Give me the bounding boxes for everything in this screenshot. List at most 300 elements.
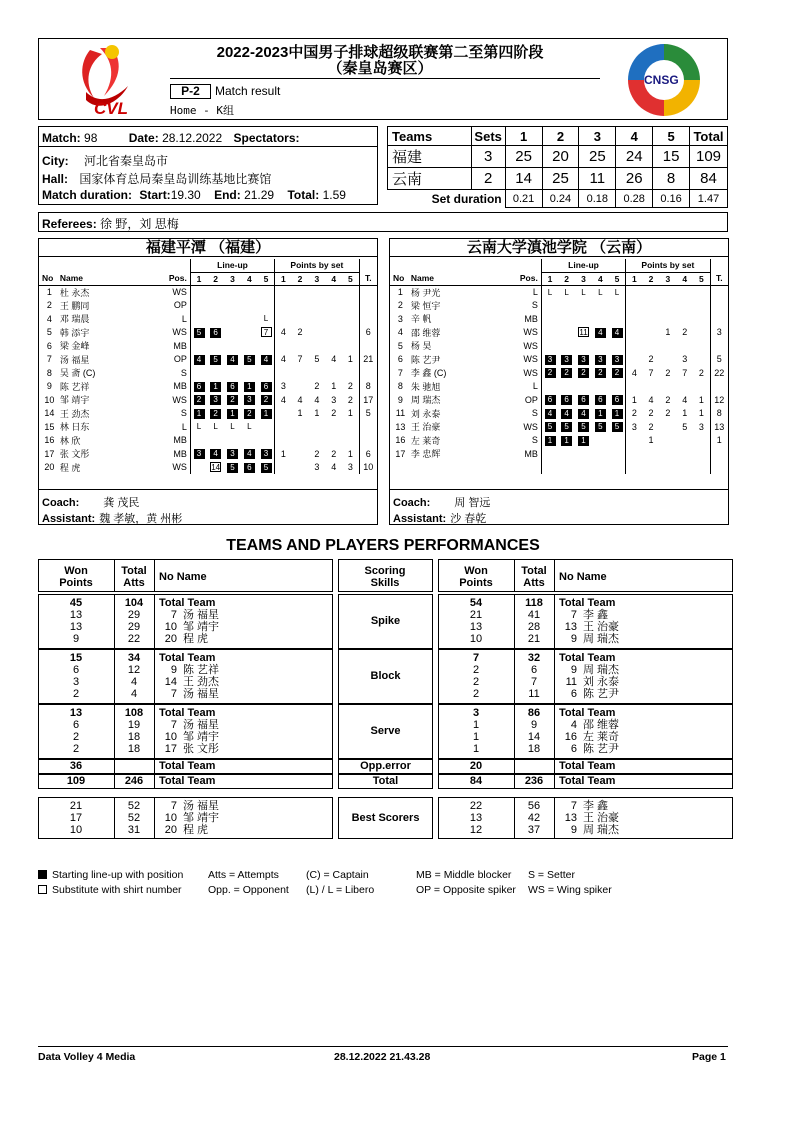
legend-atts: Atts = Attempts	[208, 869, 279, 881]
won-points: 3	[72, 676, 80, 688]
player-number: 3	[397, 313, 403, 324]
set-points	[693, 299, 710, 313]
player-position: S	[470, 434, 541, 448]
won-points: 22	[469, 800, 483, 812]
substitute-number: 11	[579, 328, 588, 338]
header-lineup-set: 2	[558, 272, 575, 285]
lineup-cell	[207, 353, 224, 367]
lineup-cell	[190, 353, 207, 367]
set-points	[308, 434, 325, 448]
lineup-cell	[258, 380, 275, 394]
player-row	[39, 312, 377, 326]
total-label: Total:	[287, 188, 320, 202]
player-row	[390, 299, 728, 313]
starting-position: 5	[612, 422, 623, 432]
set-points	[626, 380, 643, 394]
lineup-cell	[224, 434, 241, 448]
player-total: 5	[710, 353, 728, 367]
player-row	[390, 366, 728, 380]
header-total-atts: Total Atts	[521, 565, 547, 589]
score-sets: 2	[471, 168, 505, 190]
starting-position: 4	[612, 328, 623, 338]
total-team: Total Team	[559, 775, 616, 787]
player-number: 9	[570, 664, 577, 676]
score-set-points: 25	[505, 146, 542, 168]
player-number: 7	[170, 609, 177, 621]
lineup-cell	[207, 420, 224, 434]
report-name: Match result	[215, 84, 281, 98]
starting-position: 6	[210, 328, 221, 338]
lineup-cell	[207, 407, 224, 421]
starting-position: 3	[578, 355, 589, 365]
total-atts: 29	[127, 621, 141, 633]
won-points: 13	[69, 707, 83, 719]
player-name: 王 治豪	[583, 621, 620, 633]
set-points	[643, 447, 660, 461]
player-position: MB	[119, 380, 190, 394]
team-name: 福建平潭 （福建）	[39, 239, 377, 257]
player-name: 汤 福星	[183, 609, 220, 621]
total-atts: 37	[527, 824, 541, 836]
points-by-set-header: Points by set	[626, 259, 710, 272]
player-position: WS	[119, 285, 190, 299]
lineup-cell	[190, 447, 207, 461]
set-points	[342, 420, 359, 434]
player-name: 梁 金峰	[59, 341, 90, 352]
header-points-set: 1	[626, 272, 643, 285]
footer-left: Data Volley 4 Media	[38, 1051, 136, 1063]
player-name: 王 治豪	[410, 422, 441, 433]
lineup-cell	[575, 312, 592, 326]
set-points	[676, 299, 693, 313]
score-sets: 3	[471, 146, 505, 168]
player-row	[39, 420, 377, 434]
set-points	[292, 461, 309, 475]
starting-position: 3	[595, 355, 606, 365]
player-name: 左 莱奇	[410, 435, 441, 446]
starting-position: 5	[545, 422, 556, 432]
lineup-cell	[558, 366, 575, 380]
lineup-cell	[224, 326, 241, 340]
libero-mark: L	[196, 422, 202, 432]
lineup-cell	[241, 447, 258, 461]
set-points	[676, 285, 693, 299]
player-number: 20	[44, 462, 55, 473]
lineup-cell	[592, 407, 609, 421]
player-row	[39, 339, 377, 353]
footer-right: Page 1	[692, 1051, 726, 1063]
lineup-header: Line-up	[190, 259, 274, 272]
header-lineup-set: 4	[592, 272, 609, 285]
empty-cell	[626, 461, 643, 475]
won-points: 54	[469, 597, 483, 609]
starting-position: 1	[578, 436, 589, 446]
set-points: 2	[631, 408, 637, 419]
player-total	[359, 434, 377, 448]
starting-position: 1	[261, 409, 272, 419]
player-number: 10	[164, 731, 177, 743]
lineup-cell	[258, 339, 275, 353]
player-total	[359, 420, 377, 434]
player-number: 20	[164, 633, 177, 645]
player-name: 汤 福星	[183, 719, 220, 731]
set-points	[676, 380, 693, 394]
player-number: 10	[44, 394, 55, 405]
set-points: 1	[347, 408, 353, 419]
title-underline	[170, 78, 600, 79]
cvl-logo-text: CVL	[94, 99, 128, 118]
player-row	[39, 366, 377, 380]
city-label: City:	[42, 154, 69, 168]
player-position: WS	[470, 420, 541, 434]
header-points-set: 5	[693, 272, 710, 285]
lineup-cell	[592, 326, 609, 340]
best-scorers-label: Best Scorers	[351, 812, 420, 824]
total-atts: 104	[124, 597, 144, 609]
set-points	[275, 299, 292, 313]
lineup-cell	[207, 312, 224, 326]
set-points: 1	[314, 408, 320, 419]
set-points	[676, 339, 693, 353]
set-points	[676, 434, 693, 448]
assistant-label: Assistant:	[393, 513, 447, 525]
lineup-cell	[241, 461, 258, 475]
player-number: 9	[570, 633, 577, 645]
set-points: 7	[648, 367, 654, 378]
lineup-cell	[241, 285, 258, 299]
set-points	[693, 434, 710, 448]
player-position: OP	[119, 299, 190, 313]
lineup-cell	[541, 326, 558, 340]
player-total	[359, 285, 377, 299]
player-name: 梁 恒宇	[410, 300, 441, 311]
total-atts: 11	[528, 688, 540, 700]
lineup-cell	[224, 366, 241, 380]
libero-mark: L	[263, 314, 269, 324]
player-position: WS	[470, 366, 541, 380]
score-set-points: 25	[579, 146, 616, 168]
player-row	[390, 312, 728, 326]
player-name: 张 文彤	[59, 449, 90, 460]
starting-position: 4	[210, 449, 221, 459]
set-points	[626, 353, 643, 367]
total-atts: 246	[124, 775, 144, 787]
lineup-cell	[224, 407, 241, 421]
header-lineup-set: 1	[190, 272, 207, 285]
col-divider	[114, 774, 115, 789]
date-label: Date:	[128, 131, 159, 145]
set-points	[308, 326, 325, 340]
player-number: 7	[170, 688, 177, 700]
header-name: Name	[411, 272, 471, 285]
set-duration-label: Set duration	[431, 191, 502, 206]
lineup-cell	[558, 339, 575, 353]
player-name: 汤 福星	[59, 354, 90, 365]
set-points: 2	[698, 367, 704, 378]
starting-position: 2	[578, 368, 589, 378]
set-points	[292, 434, 309, 448]
set-points: 2	[665, 408, 671, 419]
starting-position: 4	[194, 355, 205, 365]
set-points	[275, 434, 292, 448]
footer-center: 28.12.2022 21.43.28	[334, 1051, 431, 1063]
end-time: 21.29	[244, 188, 275, 202]
lineup-cell	[541, 407, 558, 421]
player-name: 陈 艺祥	[59, 381, 90, 392]
libero-mark: L	[547, 287, 553, 297]
player-row	[390, 420, 728, 434]
player-number: 17	[395, 448, 406, 459]
player-number: 13	[564, 812, 577, 824]
set-points: 4	[314, 394, 320, 405]
libero-mark: L	[614, 287, 620, 297]
lineup-cell	[592, 447, 609, 461]
set-points	[659, 434, 676, 448]
header-points-set: 4	[325, 272, 342, 285]
player-name: 周 瑞杰	[583, 664, 620, 676]
score-set-points: 24	[616, 146, 653, 168]
player-row	[39, 434, 377, 448]
total-atts: 42	[527, 812, 541, 824]
set-points	[659, 380, 676, 394]
player-number: 7	[170, 719, 177, 731]
player-name: 邹 靖宇	[183, 731, 220, 743]
lineup-cell	[558, 380, 575, 394]
set-points	[325, 326, 342, 340]
coach-line	[393, 494, 490, 510]
player-number: 9	[170, 664, 177, 676]
lineup-cell	[241, 326, 258, 340]
set-points	[275, 407, 292, 421]
filled-square-icon	[38, 870, 47, 879]
starting-position: 6	[561, 395, 572, 405]
starting-position: 2	[194, 395, 205, 405]
lineup-cell	[541, 353, 558, 367]
score-team-name: 福建	[388, 146, 472, 168]
player-row	[39, 326, 377, 340]
header-pos: Pos.	[470, 272, 541, 285]
set-points: 4	[648, 394, 654, 405]
player-position: MB	[119, 339, 190, 353]
col-divider	[514, 649, 515, 704]
lineup-cell	[609, 326, 626, 340]
player-number: 16	[44, 435, 55, 446]
player-total: 6	[359, 447, 377, 461]
lineup-cell	[609, 447, 626, 461]
lineup-cell	[609, 420, 626, 434]
set-duration: 0.24	[542, 190, 579, 208]
player-name: 杨 昊	[410, 341, 432, 352]
set-duration: 0.28	[616, 190, 653, 208]
lineup-cell	[592, 285, 609, 299]
starting-position: 2	[244, 409, 255, 419]
player-number: 8	[397, 381, 403, 392]
player-row	[390, 393, 728, 407]
score-header-set5: 5	[653, 127, 690, 146]
player-total: 6	[359, 326, 377, 340]
set-points: 4	[297, 394, 303, 405]
player-name: 汤 福星	[183, 688, 220, 700]
player-name: 邵 维蓉	[583, 719, 620, 731]
player-row	[390, 285, 728, 299]
player-name: 李 忠辉	[410, 449, 441, 460]
total-atts: 14	[527, 731, 541, 743]
coach-label: Coach:	[393, 497, 431, 509]
empty-cell	[541, 461, 558, 475]
starting-position: 2	[561, 368, 572, 378]
set-points: 1	[648, 435, 654, 446]
player-row	[390, 434, 728, 448]
set-points	[292, 420, 309, 434]
lineup-cell	[592, 380, 609, 394]
set-points: 2	[297, 327, 303, 338]
set-points: 2	[648, 421, 654, 432]
score-total: 109	[690, 146, 728, 168]
set-points	[676, 447, 693, 461]
won-points: 21	[69, 800, 83, 812]
player-total: 13	[710, 420, 728, 434]
player-name: 程 虎	[183, 824, 209, 836]
empty-cell	[558, 461, 575, 475]
lineup-cell	[575, 420, 592, 434]
col-divider	[154, 594, 155, 649]
header-points-set: 2	[292, 272, 309, 285]
lineup-cell	[207, 393, 224, 407]
set-points	[626, 434, 643, 448]
lineup-cell	[541, 393, 558, 407]
total-time: 1.59	[322, 188, 346, 202]
set-points	[292, 366, 309, 380]
set-points: 3	[280, 381, 286, 392]
title-line2: （秦皇岛赛区）	[327, 60, 433, 77]
player-number: 17	[164, 743, 177, 755]
player-total: 8	[710, 407, 728, 421]
starting-position: 2	[595, 368, 606, 378]
lineup-cell	[592, 353, 609, 367]
lineup-cell	[575, 353, 592, 367]
player-total: 8	[359, 380, 377, 394]
col-divider	[514, 774, 515, 789]
lineup-cell	[207, 299, 224, 313]
set-points: 2	[347, 381, 353, 392]
header-points-set: 5	[342, 272, 359, 285]
player-name: 周 瑞杰	[583, 824, 620, 836]
lineup-cell	[558, 312, 575, 326]
player-name: 陈 艺祥	[183, 664, 220, 676]
lineup-cell	[190, 299, 207, 313]
won-points: 9	[72, 633, 80, 645]
set-points	[626, 312, 643, 326]
player-number: 9	[570, 824, 577, 836]
roster-table	[39, 259, 377, 474]
starting-position: 2	[545, 368, 556, 378]
legend-captain: (C) = Captain	[306, 869, 369, 881]
header-lineup-set: 5	[609, 272, 626, 285]
set-points	[659, 285, 676, 299]
set-points: 1	[331, 381, 337, 392]
total-atts: 52	[127, 812, 141, 824]
skill-name: Spike	[370, 615, 401, 627]
set-points	[643, 299, 660, 313]
player-name: 刘 永泰	[410, 408, 441, 419]
player-total: 17	[359, 393, 377, 407]
set-points	[626, 447, 643, 461]
lineup-cell	[190, 285, 207, 299]
lineup-cell	[207, 326, 224, 340]
player-name: 陈 艺尹	[583, 688, 620, 700]
set-points	[693, 312, 710, 326]
lineup-cell	[575, 447, 592, 461]
lineup-cell	[575, 285, 592, 299]
total-duration: 1.47	[690, 190, 728, 208]
player-number: 20	[164, 824, 177, 836]
player-total	[710, 285, 728, 299]
lineup-cell	[258, 353, 275, 367]
starting-position: 6	[595, 395, 606, 405]
set-points: 2	[682, 327, 688, 338]
set-points	[693, 380, 710, 394]
total-team: Total Team	[159, 760, 216, 772]
score-header-teams: Teams	[388, 127, 472, 146]
col-divider	[154, 759, 155, 774]
col-divider	[154, 559, 155, 592]
lineup-cell	[190, 434, 207, 448]
lineup-cell	[258, 366, 275, 380]
col-divider	[154, 797, 155, 839]
player-total	[710, 312, 728, 326]
lineup-cell	[258, 407, 275, 421]
lineup-cell	[609, 285, 626, 299]
roster-column-header	[390, 272, 728, 285]
starting-position: 1	[612, 409, 623, 419]
col-divider	[114, 797, 115, 839]
score-header-set2: 2	[542, 127, 579, 146]
score-total: 84	[690, 168, 728, 190]
lineup-cell	[224, 420, 241, 434]
set-points	[659, 299, 676, 313]
coach-name: 龚 茂民	[103, 497, 140, 509]
player-number: 8	[46, 367, 52, 378]
cvl-logo	[72, 42, 138, 120]
score-set-points: 15	[653, 146, 690, 168]
player-number: 2	[397, 300, 403, 311]
player-position: OP	[119, 353, 190, 367]
legend-ws: WS = Wing spiker	[528, 884, 612, 896]
player-number: 11	[565, 676, 577, 688]
player-number: 14	[164, 676, 177, 688]
points-by-set-header: Points by set	[275, 259, 359, 272]
lineup-cell	[190, 312, 207, 326]
lineup-cell	[241, 299, 258, 313]
lineup-cell	[224, 299, 241, 313]
lineup-cell	[592, 420, 609, 434]
set-points: 5	[682, 421, 688, 432]
lineup-cell	[190, 407, 207, 421]
start-label: Start:	[139, 188, 171, 202]
won-points: 10	[69, 824, 83, 836]
won-points: 2	[472, 664, 480, 676]
empty-cell	[659, 461, 676, 475]
skill-name: Block	[370, 670, 401, 682]
roster-group-header	[390, 259, 728, 272]
roster-group-header	[39, 259, 377, 272]
player-name: 周 瑞杰	[583, 633, 620, 645]
lineup-cell	[190, 366, 207, 380]
lineup-cell	[558, 285, 575, 299]
lineup-cell	[558, 434, 575, 448]
set-points	[275, 339, 292, 353]
set-points	[308, 285, 325, 299]
